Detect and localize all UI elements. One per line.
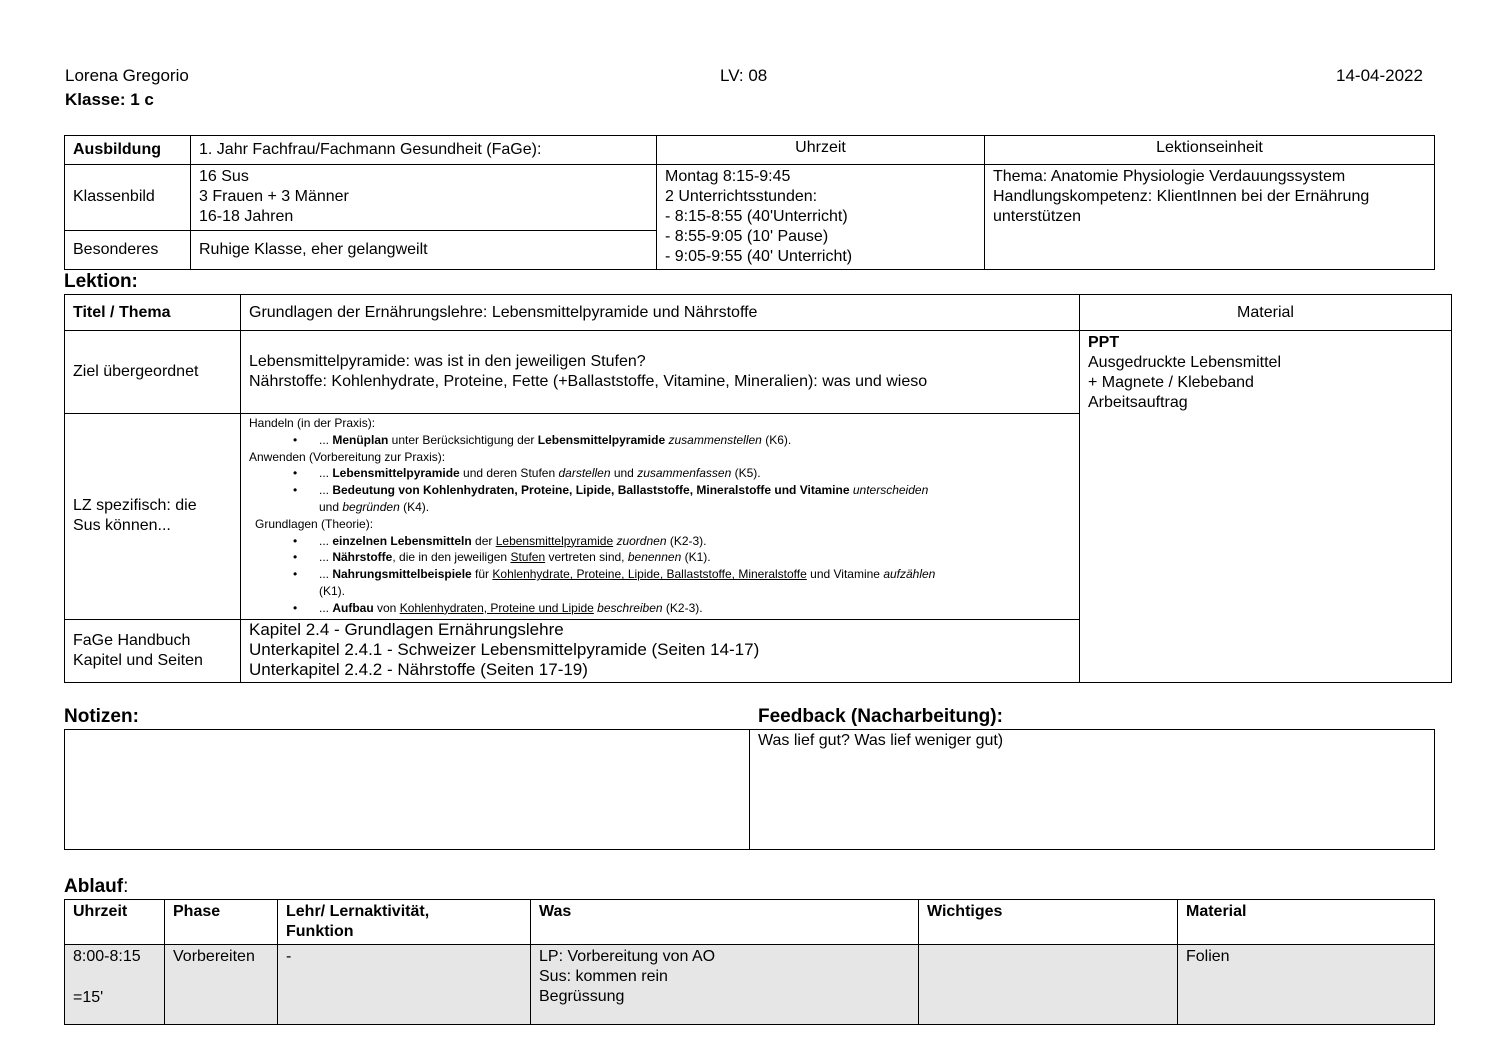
lv-number: LV: 08	[720, 66, 768, 85]
uhrzeit-header: Uhrzeit	[657, 136, 985, 165]
klassenbild-line: 16 Sus	[199, 168, 249, 185]
info-table	[64, 135, 1435, 270]
uhrzeit-line: - 8:15-8:55 (40'Unterricht)	[665, 208, 848, 225]
lz-item-continuation: (K1).	[319, 583, 346, 598]
feedback-box[interactable]	[750, 730, 1435, 850]
ablauf-was-line: Begrüssung	[539, 988, 625, 1005]
ablauf-header-uhrzeit: Uhrzeit	[65, 900, 165, 945]
material-value	[1080, 331, 1452, 683]
ablauf-header-phase: Phase	[165, 900, 278, 945]
uhrzeit-line: - 8:55-9:05 (10' Pause)	[665, 228, 829, 245]
feedback-title: Feedback (Nacharbeitung):	[758, 706, 1003, 727]
lz-anwenden-heading: Anwenden (Vorbereitung zur Praxis):	[249, 449, 446, 464]
lz-label	[65, 414, 241, 620]
ablauf-cell-material: Folien	[1178, 945, 1435, 1025]
ziel-value	[241, 331, 1080, 414]
ablauf-cell-phase: Vorbereiten	[165, 945, 278, 1025]
lektionseinheit-value	[985, 165, 1435, 270]
ablauf-header-line: Funktion	[286, 923, 354, 940]
lz-item-continuation: und begründen (K4).	[319, 499, 430, 514]
handbuch-label-line: FaGe Handbuch	[73, 631, 191, 649]
lz-item: • ... einzelnen Lebensmitteln der Lebensmittelpyramide zuordnen (K2-3).	[249, 533, 1071, 550]
lz-value	[241, 414, 1080, 620]
lz-handeln-heading: Handeln (in der Praxis):	[249, 416, 376, 430]
ablauf-table	[64, 899, 1435, 1025]
ablauf-was-line: LP: Vorbereitung von AO	[539, 948, 716, 965]
ablauf-header-line: Lehr/ Lernaktivität,	[286, 903, 430, 920]
lz-label-line: LZ spezifisch: die	[73, 497, 197, 515]
lz-label-line: Sus können...	[73, 517, 171, 535]
ablauf-header-wichtiges: Wichtiges	[919, 900, 1178, 945]
handbuch-label-line: Kapitel und Seiten	[73, 651, 203, 669]
titel-label: Titel / Thema	[65, 295, 241, 331]
ausbildung-value: 1. Jahr Fachfrau/Fachmann Gesundheit (FaGe):	[191, 136, 657, 165]
material-line: + Magnete / Klebeband	[1088, 374, 1254, 391]
handbuch-value	[241, 619, 1080, 682]
ziel-line: Lebensmittelpyramide: was ist in den jeweiligen Stufen?	[249, 353, 646, 370]
lektion-section-title: Lektion:	[64, 271, 138, 292]
ziel-label: Ziel übergeordnet	[65, 331, 241, 414]
notizen-box[interactable]	[65, 730, 750, 850]
ablauf-header-material: Material	[1178, 900, 1435, 945]
handbuch-label	[65, 619, 241, 682]
ablauf-dauer: =15'	[73, 989, 104, 1006]
lektion-line: unterstützen	[993, 208, 1082, 225]
lektion-line: Handlungskompetenz: KlientInnen bei der Ernährung	[993, 188, 1370, 205]
uhrzeit-line: Montag 8:15-9:45	[665, 168, 791, 185]
table-row	[65, 945, 1435, 1025]
ziel-line: Nährstoffe: Kohlenhydrate, Proteine, Fette (+Ballaststoffe, Vitamine, Mineralien): was und wieso	[249, 373, 928, 390]
ablauf-header-was: Was	[531, 900, 919, 945]
handbuch-line: Kapitel 2.4 - Grundlagen Ernährungslehre	[249, 619, 564, 639]
material-line: PPT	[1088, 334, 1120, 351]
ablauf-cell-was	[531, 945, 919, 1025]
ablauf-was-line: Sus: kommen rein	[539, 968, 668, 985]
material-header: Material	[1080, 295, 1452, 331]
ablauf-cell-aktivitaet: -	[278, 945, 531, 1025]
lz-grundlagen-heading: Grundlagen (Theorie):	[255, 516, 374, 531]
lz-item: • ... Aufbau von Kohlenhydraten, Proteine und Lipide beschreiben (K2-3).	[249, 600, 1071, 617]
ablauf-header-aktivitaet	[278, 900, 531, 945]
notizen-title: Notizen:	[64, 706, 139, 727]
ablauf-cell-uhrzeit	[65, 945, 165, 1025]
titel-value: Grundlagen der Ernährungslehre: Lebensmittelpyramide und Nährstoffe	[241, 295, 1080, 331]
class-label: Klasse: 1 c	[65, 90, 154, 109]
handbuch-line: Unterkapitel 2.4.2 - Nährstoffe (Seiten 17-19)	[249, 659, 588, 679]
material-line: Ausgedruckte Lebensmittel	[1088, 354, 1281, 371]
date: 14-04-2022	[1336, 66, 1423, 85]
ablauf-uhrzeit: 8:00-8:15	[73, 948, 141, 965]
author-name: Lorena Gregorio	[65, 66, 189, 85]
lz-item: • ... Bedeutung von Kohlenhydraten, Proteine, Lipide, Ballaststoffe, Mineralstoffe und Vitamine unterscheiden	[249, 482, 1071, 499]
ablauf-cell-wichtiges	[919, 945, 1178, 1025]
besonderes-label: Besonderes	[65, 230, 191, 269]
uhrzeit-line: - 9:05-9:55 (40' Unterricht)	[665, 248, 853, 265]
klassenbild-line: 3 Frauen + 3 Männer	[199, 188, 349, 205]
klassenbild-value	[191, 165, 657, 231]
ablauf-title: Ablauf:	[64, 876, 129, 897]
klassenbild-line: 16-18 Jahren	[199, 208, 294, 225]
uhrzeit-line: 2 Unterrichtsstunden:	[665, 188, 818, 205]
besonderes-value: Ruhige Klasse, eher gelangweilt	[191, 230, 657, 269]
lz-item: • ... Lebensmittelpyramide und deren Stufen darstellen und zusammenfassen (K5).	[249, 465, 1071, 482]
notizen-table	[64, 729, 1435, 850]
uhrzeit-value	[657, 165, 985, 270]
lektion-table	[64, 294, 1452, 683]
lektionseinheit-header: Lektionseinheit	[985, 136, 1435, 165]
material-line: Arbeitsauftrag	[1088, 394, 1188, 411]
lz-item: • ... Menüplan unter Berücksichtigung der Lebensmittelpyramide zusammenstellen (K6).	[249, 432, 1071, 449]
lz-item: • ... Nährstoffe, die in den jeweiligen Stufen vertreten sind, benennen (K1).	[249, 549, 1071, 566]
lektion-line: Thema: Anatomie Physiologie Verdauungssystem	[993, 168, 1346, 185]
klassenbild-label: Klassenbild	[65, 165, 191, 231]
lz-item: • ... Nahrungsmittelbeispiele für Kohlenhydrate, Proteine, Lipide, Ballaststoffe, Mineralstoffe und Vitamine aufzählen	[249, 566, 1071, 583]
feedback-text: Was lief gut? Was lief weniger gut)	[758, 732, 1004, 749]
handbuch-line: Unterkapitel 2.4.1 - Schweizer Lebensmittelpyramide (Seiten 14-17)	[249, 639, 760, 659]
ausbildung-label: Ausbildung	[65, 136, 191, 165]
